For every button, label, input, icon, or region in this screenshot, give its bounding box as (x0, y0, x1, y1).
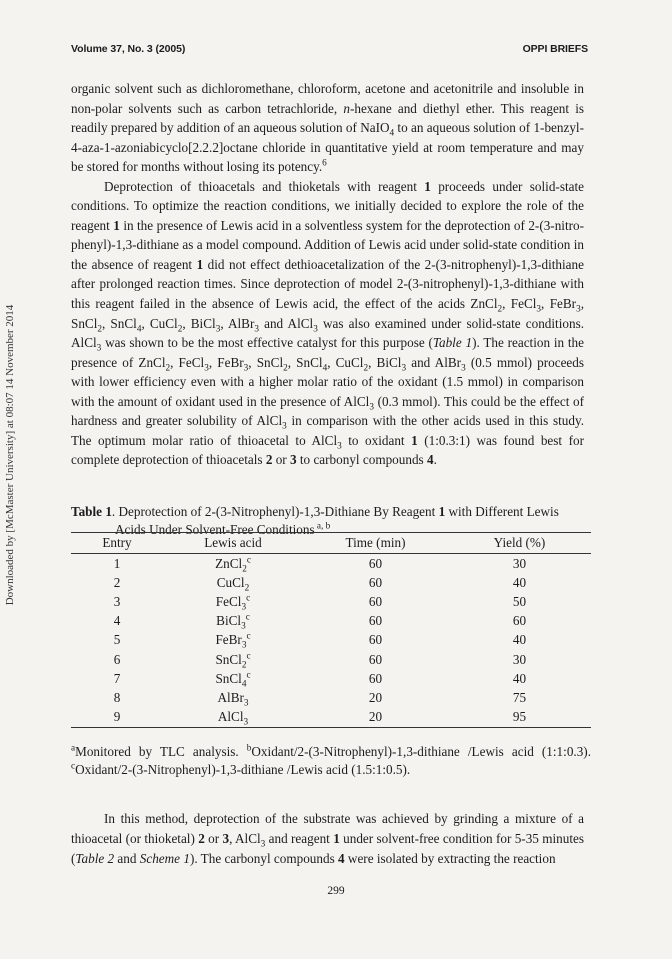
column-header-yield: Yield (%) (493, 535, 546, 550)
table-row: 1 ZnCl$_2^c$ 60 30 (113, 554, 527, 574)
table-row: 2 CuCl$_2$ 60 40 (113, 574, 527, 593)
page-number: 299 (327, 885, 345, 897)
body-text (71, 79, 584, 470)
paragraph-3: In this method, deprotection of the substrate was achieved by grinding a mixture of a thioacetal (or thioketal) 2 or 3, AlCl$_3$ and reagent 1 under solvent-free condition for 5-35 minutes (Table 2 and Scheme 1). The carbonyl compounds 4 were isolated by extracting the reaction (71, 811, 584, 866)
table-header-row (71, 533, 591, 554)
paragraph-1: organic solvent such as dichloromethane, chloroform, acetone and acetonitrile and insoluble in non-polar solvents such as carbon tetrachloride, n-hexane and diethyl ether. This reagent is readily prepared by addition of an aqueous solution of NaIO$_4$ to an aqueous solution of 1-benzyl-4-aza-1-azoniabicyclo[2.2.2]octane chloride in quantitative yield at room temperature and may be stored for months without losing its potency.$^6$ (71, 81, 584, 175)
table-row: 4 BiCl$_3^c$ 60 60 (113, 611, 527, 631)
table-row: 6 SnCl$_2^c$ 60 30 (113, 650, 527, 670)
column-header-entry: Entry (102, 535, 132, 550)
download-watermark-text: Downloaded by [McMaster University] at 08:07 14 November 2014 (4, 304, 16, 606)
table-row: 3 FeCl$_3^c$ 60 50 (113, 592, 527, 612)
running-header-section: OPPI BRIEFS (522, 43, 588, 55)
column-header-time: Time (min) (345, 535, 406, 550)
table-footnotes: $^a$Monitored by TLC analysis. $^b$Oxidant/2-(3-Nitrophenyl)-1,3-dithiane /Lewis acid (1:1:0.3). $^c$Oxidant/2-(3-Nitrophenyl)-1,3-dithiane /Lewis acid (1.5:1:0.5). (71, 742, 591, 777)
paragraph-2: Deprotection of thioacetals and thioketals with reagent 1 proceeds under solid-state conditions. To optimize the reaction conditions, we initially decided to explore the role of the reagent 1 in the presence of Lewis acid in a solventless system for the deprotection of 2-(3-nitro-phenyl)-1,3-dithiane as a model compound. Addition of Lewis acid under solid-state condition in the absence of reagent 1 did not effect dethioacetalization of the 2-(3-nitrophenyl)-1,3-dithiane after prolonged reaction times. Since deprotection of model 2-(3-nitrophenyl)-1,3-dithiane with this reagent failed in the absence of Lewis acid, the effect of the acids ZnCl$_2$, FeCl$_3$, FeBr$_3$, SnCl$_2$, SnCl$_4$, CuCl$_2$, BiCl$_3$, AlBr$_3$ and AlCl$_3$ was also examined under solid-state conditions. AlCl$_3$ was shown to be the most effective catalyst for this purpose (Table 1). The reaction in the presence of ZnCl$_2$, FeCl$_3$, FeBr$_3$, SnCl$_2$, SnCl$_4$, CuCl$_2$, BiCl$_3$ and AlBr$_3$ (0.5 mmol) proceeds with lower efficiency even with a higher molar ratio of the oxidant (1.5 mmol) in comparison with the amount of oxidant used in the presence of AlCl$_3$ (0.3 mmol). This could be the effect of hardness and greater solubility of AlCl$_3$ in comparison with the other acids used in this study. The optimum molar ratio of thioacetal to AlCl$_3$ to oxidant 1 (1:0.3:1) was found best for complete deprotection of thioacetals 2 or 3 to carbonyl compounds 4. (71, 178, 585, 468)
running-header-volume: Volume 37, No. 3 (2005) (71, 43, 186, 55)
column-header-lewis-acid: Lewis acid (204, 535, 262, 550)
table-caption: Table 1. Deprotection of 2-(3-Nitrophenyl)-1,3-Dithiane By Reagent 1 with Different Lewis Acids Under Solvent-Free Conditions $^{a, b}$ (71, 504, 559, 537)
table-row: 8 AlBr$_3$ 20 75 (113, 689, 527, 708)
table-label: Table 1 (71, 504, 112, 519)
table-row: 5 FeBr$_3^c$ 60 40 (113, 630, 527, 650)
results-table (71, 532, 591, 728)
table-row: 9 AlCl$_3$ 20 95 (71, 708, 591, 728)
table-row: 7 SnCl$_4^c$ 60 40 (113, 669, 527, 689)
